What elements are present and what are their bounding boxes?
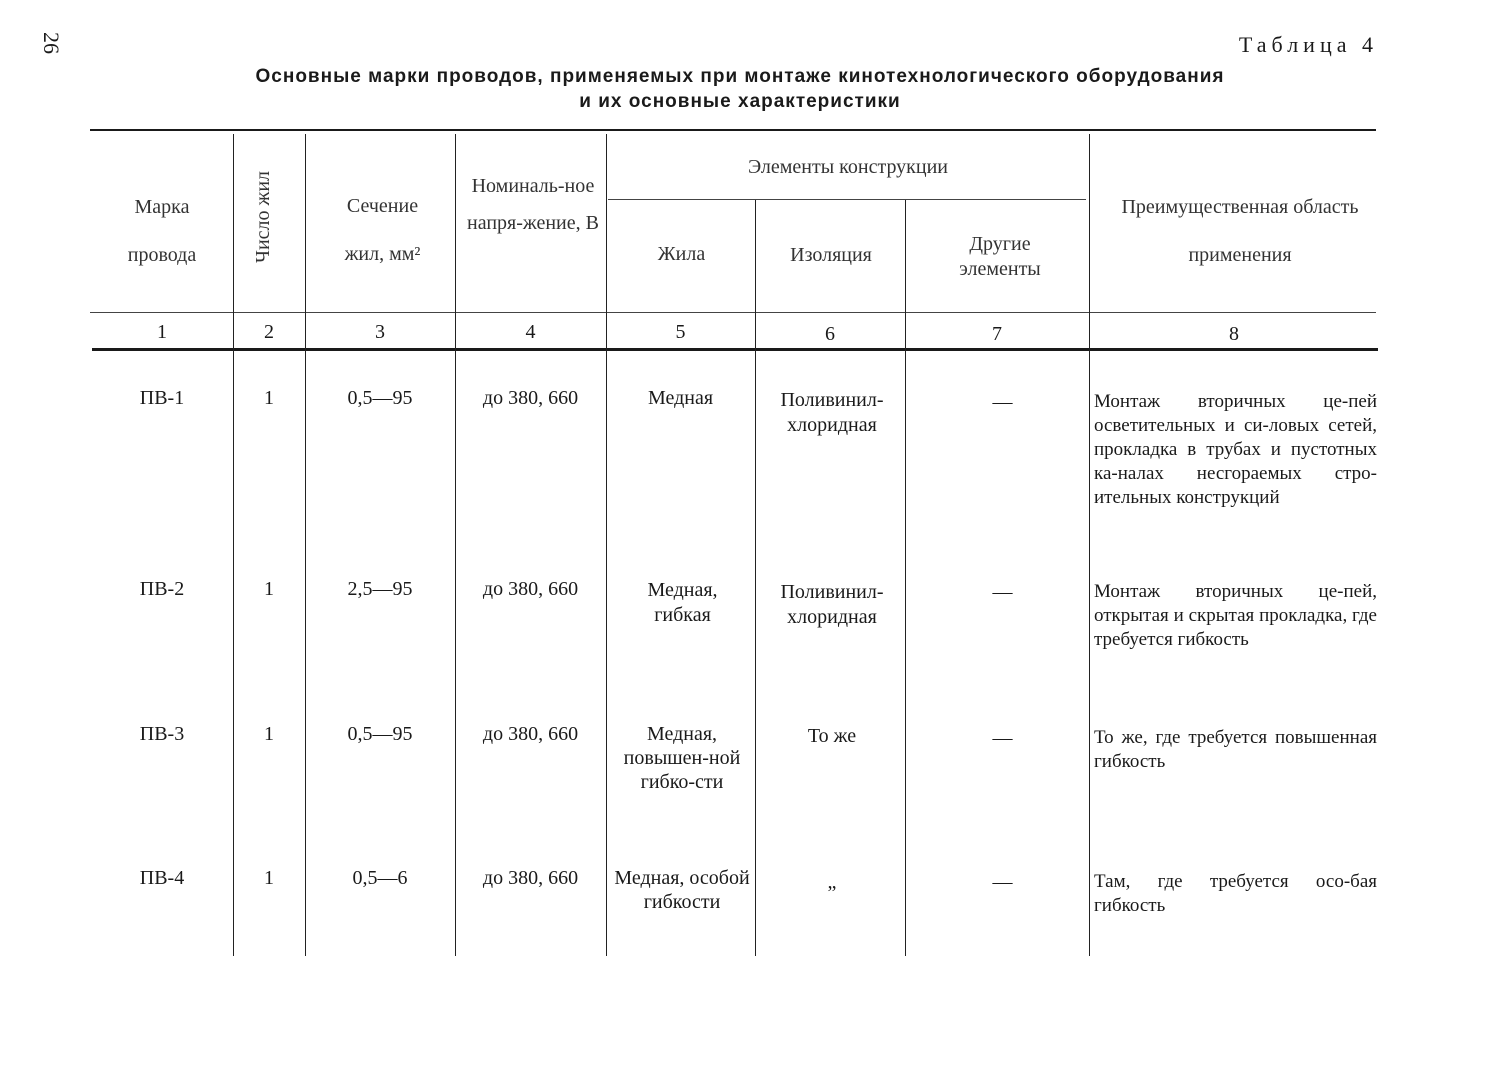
row2-other: — — [992, 581, 1013, 603]
col-number-8: 8 — [1229, 323, 1239, 345]
row4-other: — — [992, 871, 1013, 893]
row2-cores: 1 — [264, 578, 274, 600]
header-core: Жила — [657, 243, 706, 265]
top-rule — [90, 129, 1376, 131]
row1-core: Медная — [647, 387, 714, 409]
header-insulation: Изоляция — [790, 244, 872, 266]
row4-voltage: до 380, 660 — [482, 867, 579, 889]
row4-mark: ПВ-4 — [139, 867, 185, 889]
row4-core: Медная, особой гибкости — [614, 867, 750, 913]
row3-application: То же, где требуется повышенная гибкость — [1094, 727, 1377, 772]
row3-voltage: до 380, 660 — [482, 723, 579, 745]
row1-other: — — [992, 391, 1013, 413]
divider-6 — [905, 200, 906, 956]
group-rule — [608, 199, 1086, 200]
divider-5 — [755, 200, 756, 956]
table-title — [180, 64, 1300, 114]
row4-section: 0,5—6 — [352, 867, 408, 889]
row4-cores: 1 — [264, 867, 274, 889]
header-cores: Число жил — [252, 170, 274, 264]
col-number-3: 3 — [375, 321, 385, 343]
table-label: Таблица 4 — [1238, 32, 1378, 57]
row1-section: 0,5—95 — [347, 387, 413, 409]
row2-core: Медная, гибкая — [647, 579, 718, 626]
row3-insulation: То же — [807, 725, 857, 747]
col-number-1: 1 — [157, 321, 167, 343]
header-other: Другие элементы — [959, 233, 1041, 280]
col-number-2: 2 — [264, 321, 274, 343]
row3-core: Медная, повышен-ной гибко-сти — [623, 723, 741, 793]
row2-voltage: до 380, 660 — [482, 578, 579, 600]
header-bottom-rule — [90, 312, 1376, 313]
row3-other: — — [992, 727, 1013, 749]
divider-7 — [1089, 134, 1090, 956]
row2-section: 2,5—95 — [347, 578, 413, 600]
row4-insulation: „ — [827, 871, 837, 893]
row2-insulation: Поливинил-хлоридная — [780, 581, 884, 628]
row1-insulation: Поливинил-хлоридная — [780, 389, 884, 436]
row3-mark: ПВ-3 — [139, 723, 185, 745]
col-number-7: 7 — [992, 323, 1002, 345]
divider-2 — [305, 134, 306, 956]
divider-3 — [455, 134, 456, 956]
title-line-2: и их основные характеристики — [579, 91, 901, 112]
page-number: 26 — [39, 32, 64, 54]
col-number-5: 5 — [675, 321, 686, 343]
row3-section: 0,5—95 — [347, 723, 413, 745]
header-voltage: Номиналь-ное напря-жение, В — [467, 175, 599, 234]
row1-cores: 1 — [264, 387, 274, 409]
col-number-6: 6 — [825, 323, 835, 345]
row3-cores: 1 — [264, 723, 274, 745]
numbers-bottom-rule — [92, 348, 1378, 351]
row1-voltage: до 380, 660 — [482, 387, 579, 409]
row1-mark: ПВ-1 — [139, 387, 185, 409]
header-group: Элементы конструкции — [747, 156, 949, 178]
divider-4 — [606, 134, 607, 956]
row2-mark: ПВ-2 — [139, 578, 185, 600]
row4-application: Там, где требуется осо-бая гибкость — [1094, 871, 1377, 916]
row1-application: Монтаж вторичных це-пей осветительных и си-ловых сетей, прокладка в трубах и пустотных ка-налах несгораемых стро-ительных конструкций — [1094, 391, 1377, 508]
col-number-4: 4 — [525, 321, 536, 343]
header-application: Преимущественная область применения — [1121, 196, 1359, 266]
header-mark: Марка провода — [127, 196, 197, 266]
header-section: Сечение жил, мм² — [344, 195, 421, 265]
divider-1 — [233, 134, 234, 956]
title-line-1: Основные марки проводов, применяемых при монтаже кинотехнологического оборудования — [255, 66, 1225, 87]
row2-application: Монтаж вторичных це-пей, открытая и скрытая прокладка, где требуется гибкость — [1094, 581, 1377, 650]
